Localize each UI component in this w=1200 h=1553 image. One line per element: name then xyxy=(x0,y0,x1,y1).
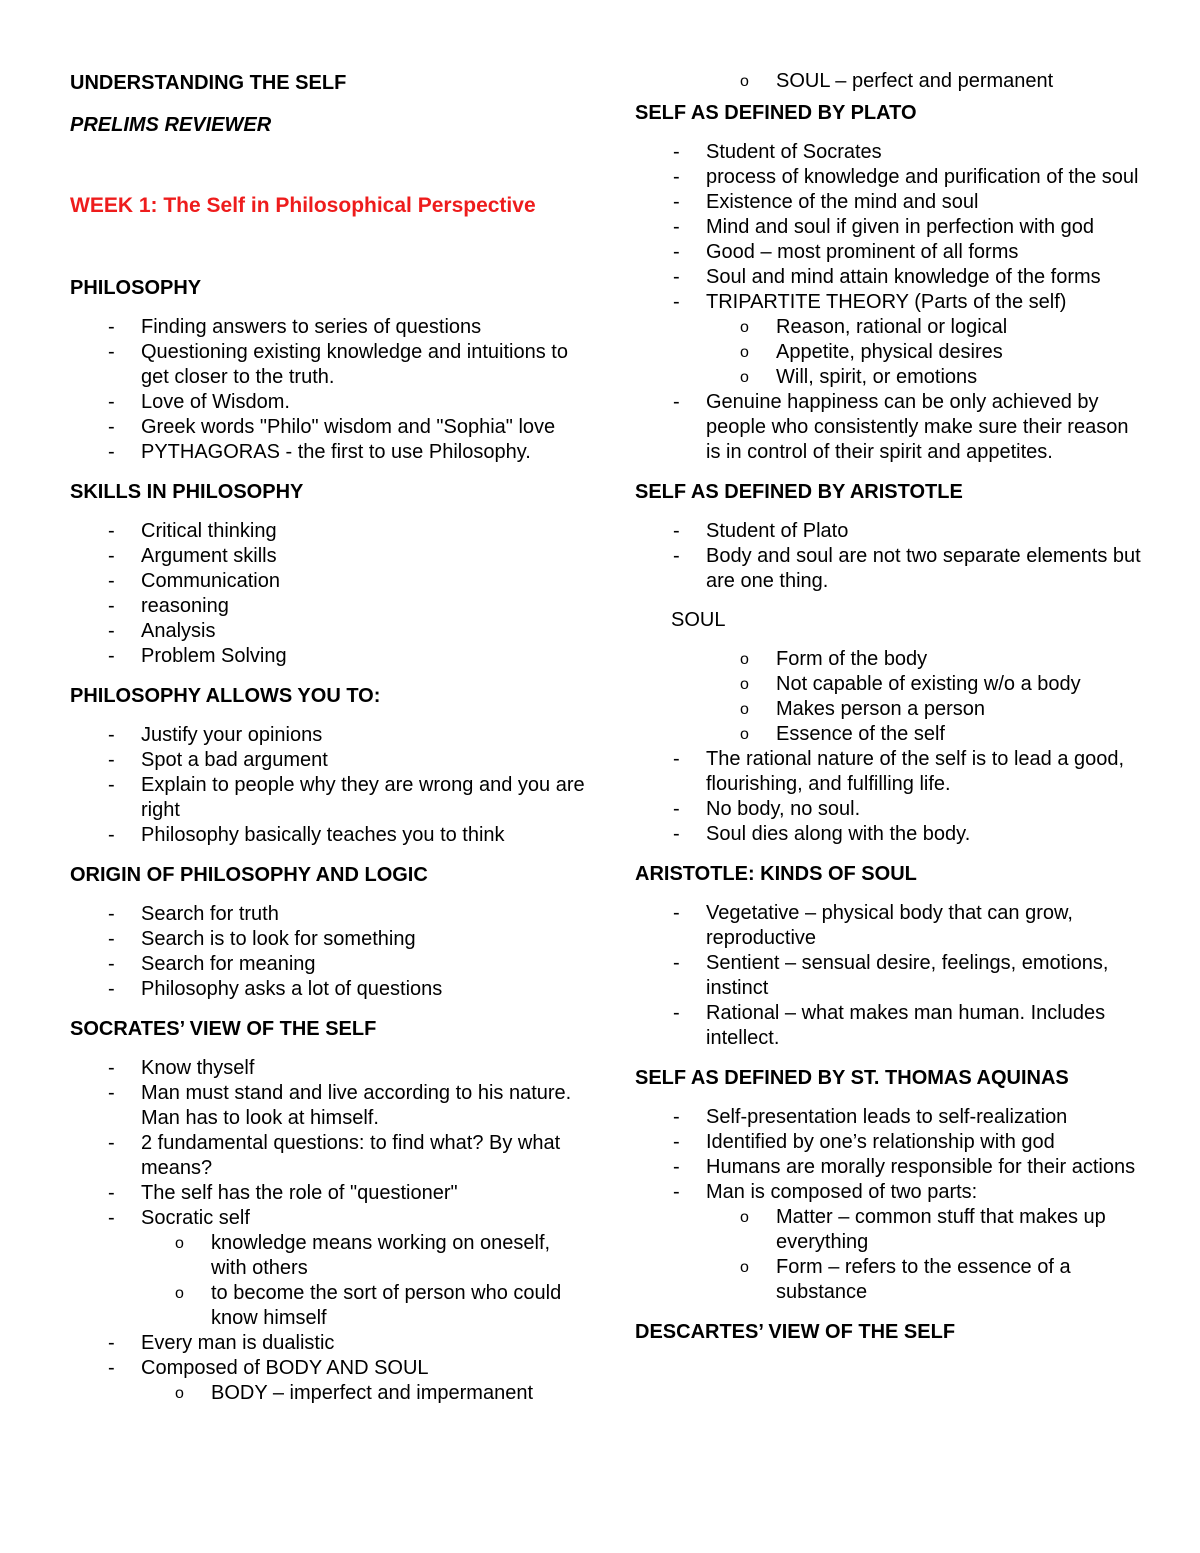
list-item-text: Search is to look for something xyxy=(141,928,416,950)
dash-bullet-icon: - xyxy=(673,748,680,770)
document-subtitle: PRELIMS REVIEWER xyxy=(70,114,272,136)
list-item-text: Philosophy asks a lot of questions xyxy=(141,978,443,1000)
circle-bullet-icon: o xyxy=(740,701,749,718)
list-item xyxy=(70,519,590,544)
dash-bullet-icon: - xyxy=(108,749,115,771)
list-item xyxy=(70,902,590,927)
list-item-text: Humans are morally responsible for their actions xyxy=(706,1156,1136,1178)
list-item xyxy=(70,748,590,773)
sub-list-item xyxy=(635,1255,1145,1305)
section-philosophy-allows-you-to xyxy=(70,683,590,848)
list-item-text: reasoning xyxy=(141,595,229,617)
dash-bullet-icon: - xyxy=(673,902,680,924)
dash-bullet-icon: - xyxy=(108,1207,115,1229)
list-item xyxy=(635,265,1145,290)
dash-bullet-icon: - xyxy=(108,341,115,363)
sub-list-item xyxy=(635,722,1145,747)
list-item-text: Composed of BODY AND SOUL xyxy=(141,1357,429,1379)
sub-item-text: Will, spirit, or emotions xyxy=(776,366,978,388)
list-item-text: The self has the role of "questioner" xyxy=(141,1182,458,1204)
dash-bullet-icon: - xyxy=(108,824,115,846)
list-item-text: The rational nature of the self is to lead a good, flourishing, and fulfilling life. xyxy=(706,748,1125,795)
section-heading: SOCRATES’ VIEW OF THE SELF xyxy=(70,1018,377,1040)
section-heading: ORIGIN OF PHILOSOPHY AND LOGIC xyxy=(70,864,428,886)
left-sections xyxy=(70,275,590,1406)
list-item xyxy=(70,773,590,823)
list-item xyxy=(70,619,590,644)
sub-item-text: Not capable of existing w/o a body xyxy=(776,673,1081,695)
list-item-text: Student of Plato xyxy=(706,520,849,542)
dash-bullet-icon: - xyxy=(673,241,680,263)
list-item xyxy=(635,519,1145,544)
dash-bullet-icon: - xyxy=(108,903,115,925)
bullet-list xyxy=(635,747,1145,847)
dash-bullet-icon: - xyxy=(108,1082,115,1104)
section-aristotle-kinds-of-soul xyxy=(635,861,1145,1051)
list-item xyxy=(70,569,590,594)
circle-bullet-icon: o xyxy=(175,1385,184,1402)
dash-bullet-icon: - xyxy=(108,928,115,950)
list-item xyxy=(635,165,1145,190)
list-item-text: Communication xyxy=(141,570,280,592)
list-item-text: Genuine happiness can be only achieved by people who consistently make sure their reason is in control of their spirit and appetites. xyxy=(706,391,1129,463)
list-item-text: Philosophy basically teaches you to think xyxy=(141,824,505,846)
list-item-text: Good – most prominent of all forms xyxy=(706,241,1019,263)
sub-list-item xyxy=(635,340,1145,365)
list-item xyxy=(635,1105,1145,1130)
list-item xyxy=(70,977,590,1002)
list-item xyxy=(635,544,1145,594)
list-item xyxy=(70,1331,590,1356)
dash-bullet-icon: - xyxy=(673,1002,680,1024)
dash-bullet-icon: - xyxy=(673,1156,680,1178)
list-item-text: Search for meaning xyxy=(141,953,316,975)
list-item xyxy=(635,797,1145,822)
sub-list-item xyxy=(635,647,1145,672)
document-title: UNDERSTANDING THE SELF xyxy=(70,72,347,94)
list-item-text: Problem Solving xyxy=(141,645,287,667)
section-self-as-defined-by-aristotle xyxy=(635,479,1145,847)
dash-bullet-icon: - xyxy=(108,620,115,642)
dash-bullet-icon: - xyxy=(108,978,115,1000)
list-item xyxy=(635,240,1145,265)
dash-bullet-icon: - xyxy=(108,1057,115,1079)
list-item-text: Socratic self xyxy=(141,1207,250,1229)
section-heading: SELF AS DEFINED BY PLATO xyxy=(635,102,917,124)
dash-bullet-icon: - xyxy=(108,316,115,338)
sub-item-text: Matter – common stuff that makes up everything xyxy=(776,1206,1106,1253)
dash-bullet-icon: - xyxy=(108,1332,115,1354)
list-item xyxy=(70,927,590,952)
dash-bullet-icon: - xyxy=(673,798,680,820)
list-item-text: Explain to people why they are wrong and you are right xyxy=(141,774,585,821)
list-item-text: Analysis xyxy=(141,620,216,642)
list-item xyxy=(635,290,1145,315)
dash-bullet-icon: - xyxy=(673,391,680,413)
list-item xyxy=(635,190,1145,215)
bullet-list xyxy=(70,315,590,465)
bullet-list xyxy=(635,519,1145,594)
dash-bullet-icon: - xyxy=(673,823,680,845)
circle-bullet-icon: o xyxy=(740,319,749,336)
bullet-list xyxy=(70,1056,590,1406)
dash-bullet-icon: - xyxy=(108,1132,115,1154)
list-item xyxy=(635,215,1145,240)
list-item xyxy=(635,1155,1145,1180)
dash-bullet-icon: - xyxy=(108,391,115,413)
list-item xyxy=(635,822,1145,847)
sub-list-item xyxy=(635,315,1145,340)
circle-bullet-icon: o xyxy=(740,726,749,743)
list-item-text: process of knowledge and purification of the soul xyxy=(706,166,1139,188)
list-item xyxy=(70,1056,590,1081)
sub-item-text: Essence of the self xyxy=(776,723,945,745)
list-item xyxy=(70,594,590,619)
sub-item-text: knowledge means working on oneself, with others xyxy=(211,1232,551,1279)
list-item-text: No body, no soul. xyxy=(706,798,861,820)
list-item-text: Self-presentation leads to self-realization xyxy=(706,1106,1068,1128)
section-heading: SELF AS DEFINED BY ARISTOTLE xyxy=(635,481,963,503)
list-item-text: Student of Socrates xyxy=(706,141,882,163)
list-item xyxy=(635,1001,1145,1051)
list-item xyxy=(70,823,590,848)
right-sections xyxy=(635,100,1145,1345)
bullet-list xyxy=(635,1105,1145,1305)
list-item xyxy=(635,140,1145,165)
section-heading: PHILOSOPHY xyxy=(70,277,202,299)
dash-bullet-icon: - xyxy=(673,1181,680,1203)
list-item-text: Man is composed of two parts: xyxy=(706,1181,978,1203)
list-item-text: TRIPARTITE THEORY (Parts of the self) xyxy=(706,291,1067,313)
list-item xyxy=(70,1206,590,1231)
list-item xyxy=(70,1356,590,1381)
bullet-list xyxy=(635,140,1145,465)
list-item-text: Body and soul are not two separate elements but are one thing. xyxy=(706,545,1141,592)
list-item-text: Love of Wisdom. xyxy=(141,391,290,413)
dash-bullet-icon: - xyxy=(673,216,680,238)
list-item-text: Questioning existing knowledge and intuitions to get closer to the truth. xyxy=(141,341,568,388)
dash-bullet-icon: - xyxy=(108,520,115,542)
left-column xyxy=(70,70,590,1406)
section-heading: DESCARTES’ VIEW OF THE SELF xyxy=(635,1321,956,1343)
list-item-text: PYTHAGORAS - the first to use Philosophy. xyxy=(141,441,531,463)
sub-item-text: Reason, rational or logical xyxy=(776,316,1008,338)
dash-bullet-icon: - xyxy=(108,595,115,617)
sub-item-text: Form – refers to the essence of a substance xyxy=(776,1256,1071,1303)
bullet-list xyxy=(70,902,590,1002)
list-item xyxy=(635,901,1145,951)
sub-item-text: to become the sort of person who could know himself xyxy=(211,1282,562,1329)
dash-bullet-icon: - xyxy=(108,645,115,667)
list-item xyxy=(70,340,590,390)
section-socrates-view-of-the-self xyxy=(70,1016,590,1406)
sub-item-text: SOUL – perfect and permanent xyxy=(776,70,1054,92)
list-item-text: Existence of the mind and soul xyxy=(706,191,979,213)
list-item-text: Vegetative – physical body that can grow, reproductive xyxy=(706,902,1073,949)
list-item-text: Search for truth xyxy=(141,903,279,925)
list-item xyxy=(70,644,590,669)
section-heading: PHILOSOPHY ALLOWS YOU TO: xyxy=(70,685,381,707)
circle-bullet-icon: o xyxy=(740,1209,749,1226)
sub-list-item xyxy=(635,365,1145,390)
dash-bullet-icon: - xyxy=(673,291,680,313)
list-item-text: Every man is dualistic xyxy=(141,1332,335,1354)
right-column xyxy=(635,70,1145,1359)
list-item xyxy=(635,951,1145,1001)
section-skills-in-philosophy xyxy=(70,479,590,669)
dash-bullet-icon: - xyxy=(673,545,680,567)
list-item xyxy=(70,1181,590,1206)
list-item-text: Critical thinking xyxy=(141,520,277,542)
section-philosophy xyxy=(70,275,590,465)
dash-bullet-icon: - xyxy=(108,953,115,975)
list-item-text: Mind and soul if given in perfection with god xyxy=(706,216,1095,238)
list-item xyxy=(70,1081,590,1131)
bullet-list xyxy=(635,901,1145,1051)
sub-bullet-list xyxy=(635,647,1145,747)
list-item xyxy=(635,747,1145,797)
bullet-list xyxy=(70,723,590,848)
soul-label: SOUL xyxy=(671,609,726,631)
dash-bullet-icon: - xyxy=(673,1106,680,1128)
sub-list-item xyxy=(70,1231,590,1281)
list-item xyxy=(70,1131,590,1181)
list-item-text: Soul and mind attain knowledge of the forms xyxy=(706,266,1101,288)
sub-item-text: BODY – imperfect and impermanent xyxy=(211,1382,534,1404)
section-heading: ARISTOTLE: KINDS OF SOUL xyxy=(635,863,917,885)
circle-bullet-icon: o xyxy=(740,651,749,668)
circle-bullet-icon: o xyxy=(175,1285,184,1302)
sub-list-item xyxy=(635,672,1145,697)
list-item-text: Greek words "Philo" wisdom and "Sophia" love xyxy=(141,416,556,438)
sub-list-item xyxy=(635,1205,1145,1255)
section-heading: SELF AS DEFINED BY ST. THOMAS AQUINAS xyxy=(635,1067,1069,1089)
bullet-list xyxy=(70,519,590,669)
sub-list-item xyxy=(70,1381,590,1406)
dash-bullet-icon: - xyxy=(673,520,680,542)
sub-list-item xyxy=(635,69,1145,94)
list-item xyxy=(70,390,590,415)
list-item-text: Identified by one’s relationship with god xyxy=(706,1131,1055,1153)
list-item-text: 2 fundamental questions: to find what? By what means? xyxy=(141,1132,561,1179)
dash-bullet-icon: - xyxy=(673,266,680,288)
dash-bullet-icon: - xyxy=(108,416,115,438)
list-item-text: Finding answers to series of questions xyxy=(141,316,482,338)
dash-bullet-icon: - xyxy=(108,570,115,592)
dash-bullet-icon: - xyxy=(673,191,680,213)
sub-item-text: Form of the body xyxy=(776,648,928,670)
dash-bullet-icon: - xyxy=(673,952,680,974)
list-item xyxy=(70,952,590,977)
section-origin-of-philosophy-and-logic xyxy=(70,862,590,1002)
section-self-as-defined-by-plato xyxy=(635,100,1145,465)
sub-item-text: Appetite, physical desires xyxy=(776,341,1003,363)
circle-bullet-icon: o xyxy=(740,1259,749,1276)
list-item-text: Justify your opinions xyxy=(141,724,323,746)
dash-bullet-icon: - xyxy=(108,545,115,567)
list-item xyxy=(635,1130,1145,1155)
dash-bullet-icon: - xyxy=(108,774,115,796)
list-item xyxy=(635,390,1145,465)
list-item xyxy=(70,723,590,748)
dash-bullet-icon: - xyxy=(108,441,115,463)
list-item-text: Know thyself xyxy=(141,1057,255,1079)
section-descartes-view-of-the-self xyxy=(635,1319,1145,1345)
circle-bullet-icon: o xyxy=(740,369,749,386)
circle-bullet-icon: o xyxy=(740,676,749,693)
dash-bullet-icon: - xyxy=(673,166,680,188)
list-item-text: Soul dies along with the body. xyxy=(706,823,971,845)
week-heading: WEEK 1: The Self in Philosophical Perspective xyxy=(70,194,536,217)
list-item xyxy=(70,315,590,340)
dash-bullet-icon: - xyxy=(108,1182,115,1204)
list-item xyxy=(70,440,590,465)
sub-list-item xyxy=(70,1281,590,1331)
list-item-text: Spot a bad argument xyxy=(141,749,328,771)
sub-item-text: Makes person a person xyxy=(776,698,986,720)
dash-bullet-icon: - xyxy=(673,1131,680,1153)
section-heading: SKILLS IN PHILOSOPHY xyxy=(70,481,304,503)
circle-bullet-icon: o xyxy=(740,73,749,90)
list-item-text: Rational – what makes man human. Includes intellect. xyxy=(706,1002,1106,1049)
list-item xyxy=(635,1180,1145,1205)
list-item xyxy=(70,544,590,569)
dash-bullet-icon: - xyxy=(108,1357,115,1379)
list-item-text: Sentient – sensual desire, feelings, emotions, instinct xyxy=(706,952,1109,999)
dash-bullet-icon: - xyxy=(108,724,115,746)
list-item-text: Argument skills xyxy=(141,545,277,567)
sub-list-item xyxy=(635,697,1145,722)
list-item-text: Man must stand and live according to his nature. Man has to look at himself. xyxy=(141,1082,572,1129)
dash-bullet-icon: - xyxy=(673,141,680,163)
section-self-as-defined-by-st-thomas-aquinas xyxy=(635,1065,1145,1305)
list-item xyxy=(70,415,590,440)
circle-bullet-icon: o xyxy=(740,344,749,361)
circle-bullet-icon: o xyxy=(175,1235,184,1252)
